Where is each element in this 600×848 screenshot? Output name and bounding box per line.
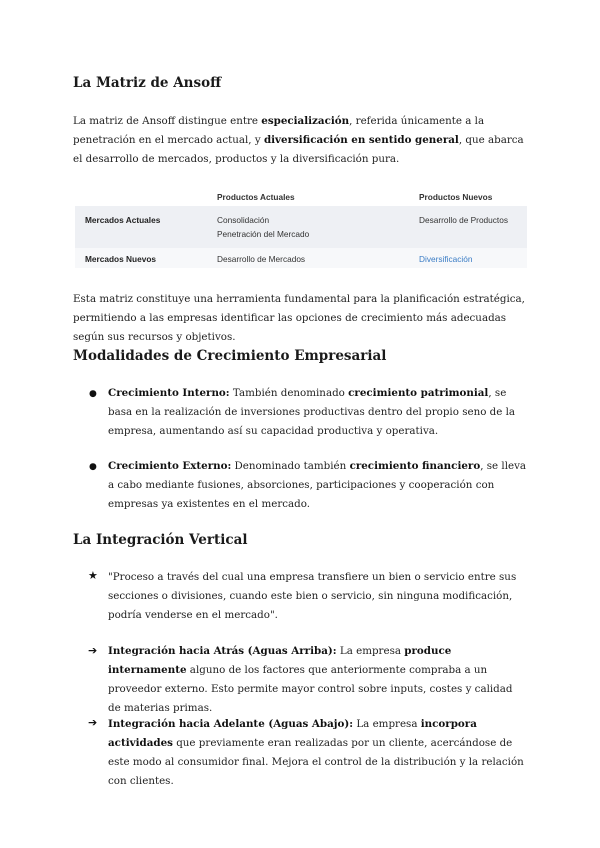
list-item-forward-integration: Integración hacia Adelante (Aguas Abajo): La empresa incorpora actividades que previamente eran realizadas por un cliente, acercándose de este modo al consumidor final. Mejora el control de la distribución y la relación con clientes. [108,718,524,787]
definition-quote: "Proceso a través del cual una empresa transfiere un bien o servicio entre sus secciones o divisiones, cuando este bien o servicio, sin ninguna modificación, podría venderse en el mercado". [108,571,517,621]
ansoff-intro-paragraph: La matriz de Ansoff distingue entre especialización, referida únicamente a la penetración en el mercado actual, y diversificación en sentido general, que abarca el desarrollo de mercados, productos y la diversificación pura. [73,115,524,165]
table-header-cell: Productos Actuales [217,192,295,202]
table-cell: Consolidación [217,215,270,225]
bullet-icon: ● [89,389,97,399]
star-icon: ★ [88,569,98,582]
table-header-cell: Productos Nuevos [419,192,493,202]
section-title-ansoff: La Matriz de Ansoff [73,75,222,91]
diversification-link[interactable]: Diversificación [419,254,473,264]
arrow-right-icon: ➔ [88,644,98,657]
list-item-backward-integration: Integración hacia Atrás (Aguas Arriba): La empresa produce internamente alguno de los factores que anteriormente compraba a un proveedor externo. Esto permite mayor control sobre inputs, costes y calidad de materias primas. [108,645,513,714]
table-row [75,206,527,248]
list-item-internal-growth: Crecimiento Interno: También denominado crecimiento patrimonial, se basa en la realización de inversiones productivas dentro del propio seno de la empresa, aumentando así su capacidad productiva y operativa. [108,387,516,437]
row-header-cell: Mercados Actuales [85,215,161,225]
arrow-right-icon: ➔ [88,716,98,729]
table-cell: Desarrollo de Mercados [217,254,306,264]
ansoff-matrix-table [75,186,527,268]
bullet-icon: ● [89,462,97,472]
section-title-growth: Modalidades de Crecimiento Empresarial [73,348,387,364]
table-cell: Penetración del Mercado [217,229,310,239]
table-row [75,248,527,268]
row-header-cell: Mercados Nuevos [85,254,157,264]
table-cell: Desarrollo de Productos [419,215,509,225]
section-title-vertical-integration: La Integración Vertical [73,532,248,548]
ansoff-closing-paragraph: Esta matriz constituye una herramienta fundamental para la planificación estratégica, permitiendo a las empresas identificar las opciones de crecimiento más adecuadas según sus recursos y objetivos. [73,293,525,343]
table-header-row [75,186,527,206]
list-item-external-growth: Crecimiento Externo: Denominado también crecimiento financiero, se lleva a cabo mediante fusiones, absorciones, participaciones y cooperación con empresas ya existentes en el mercado. [108,460,527,510]
